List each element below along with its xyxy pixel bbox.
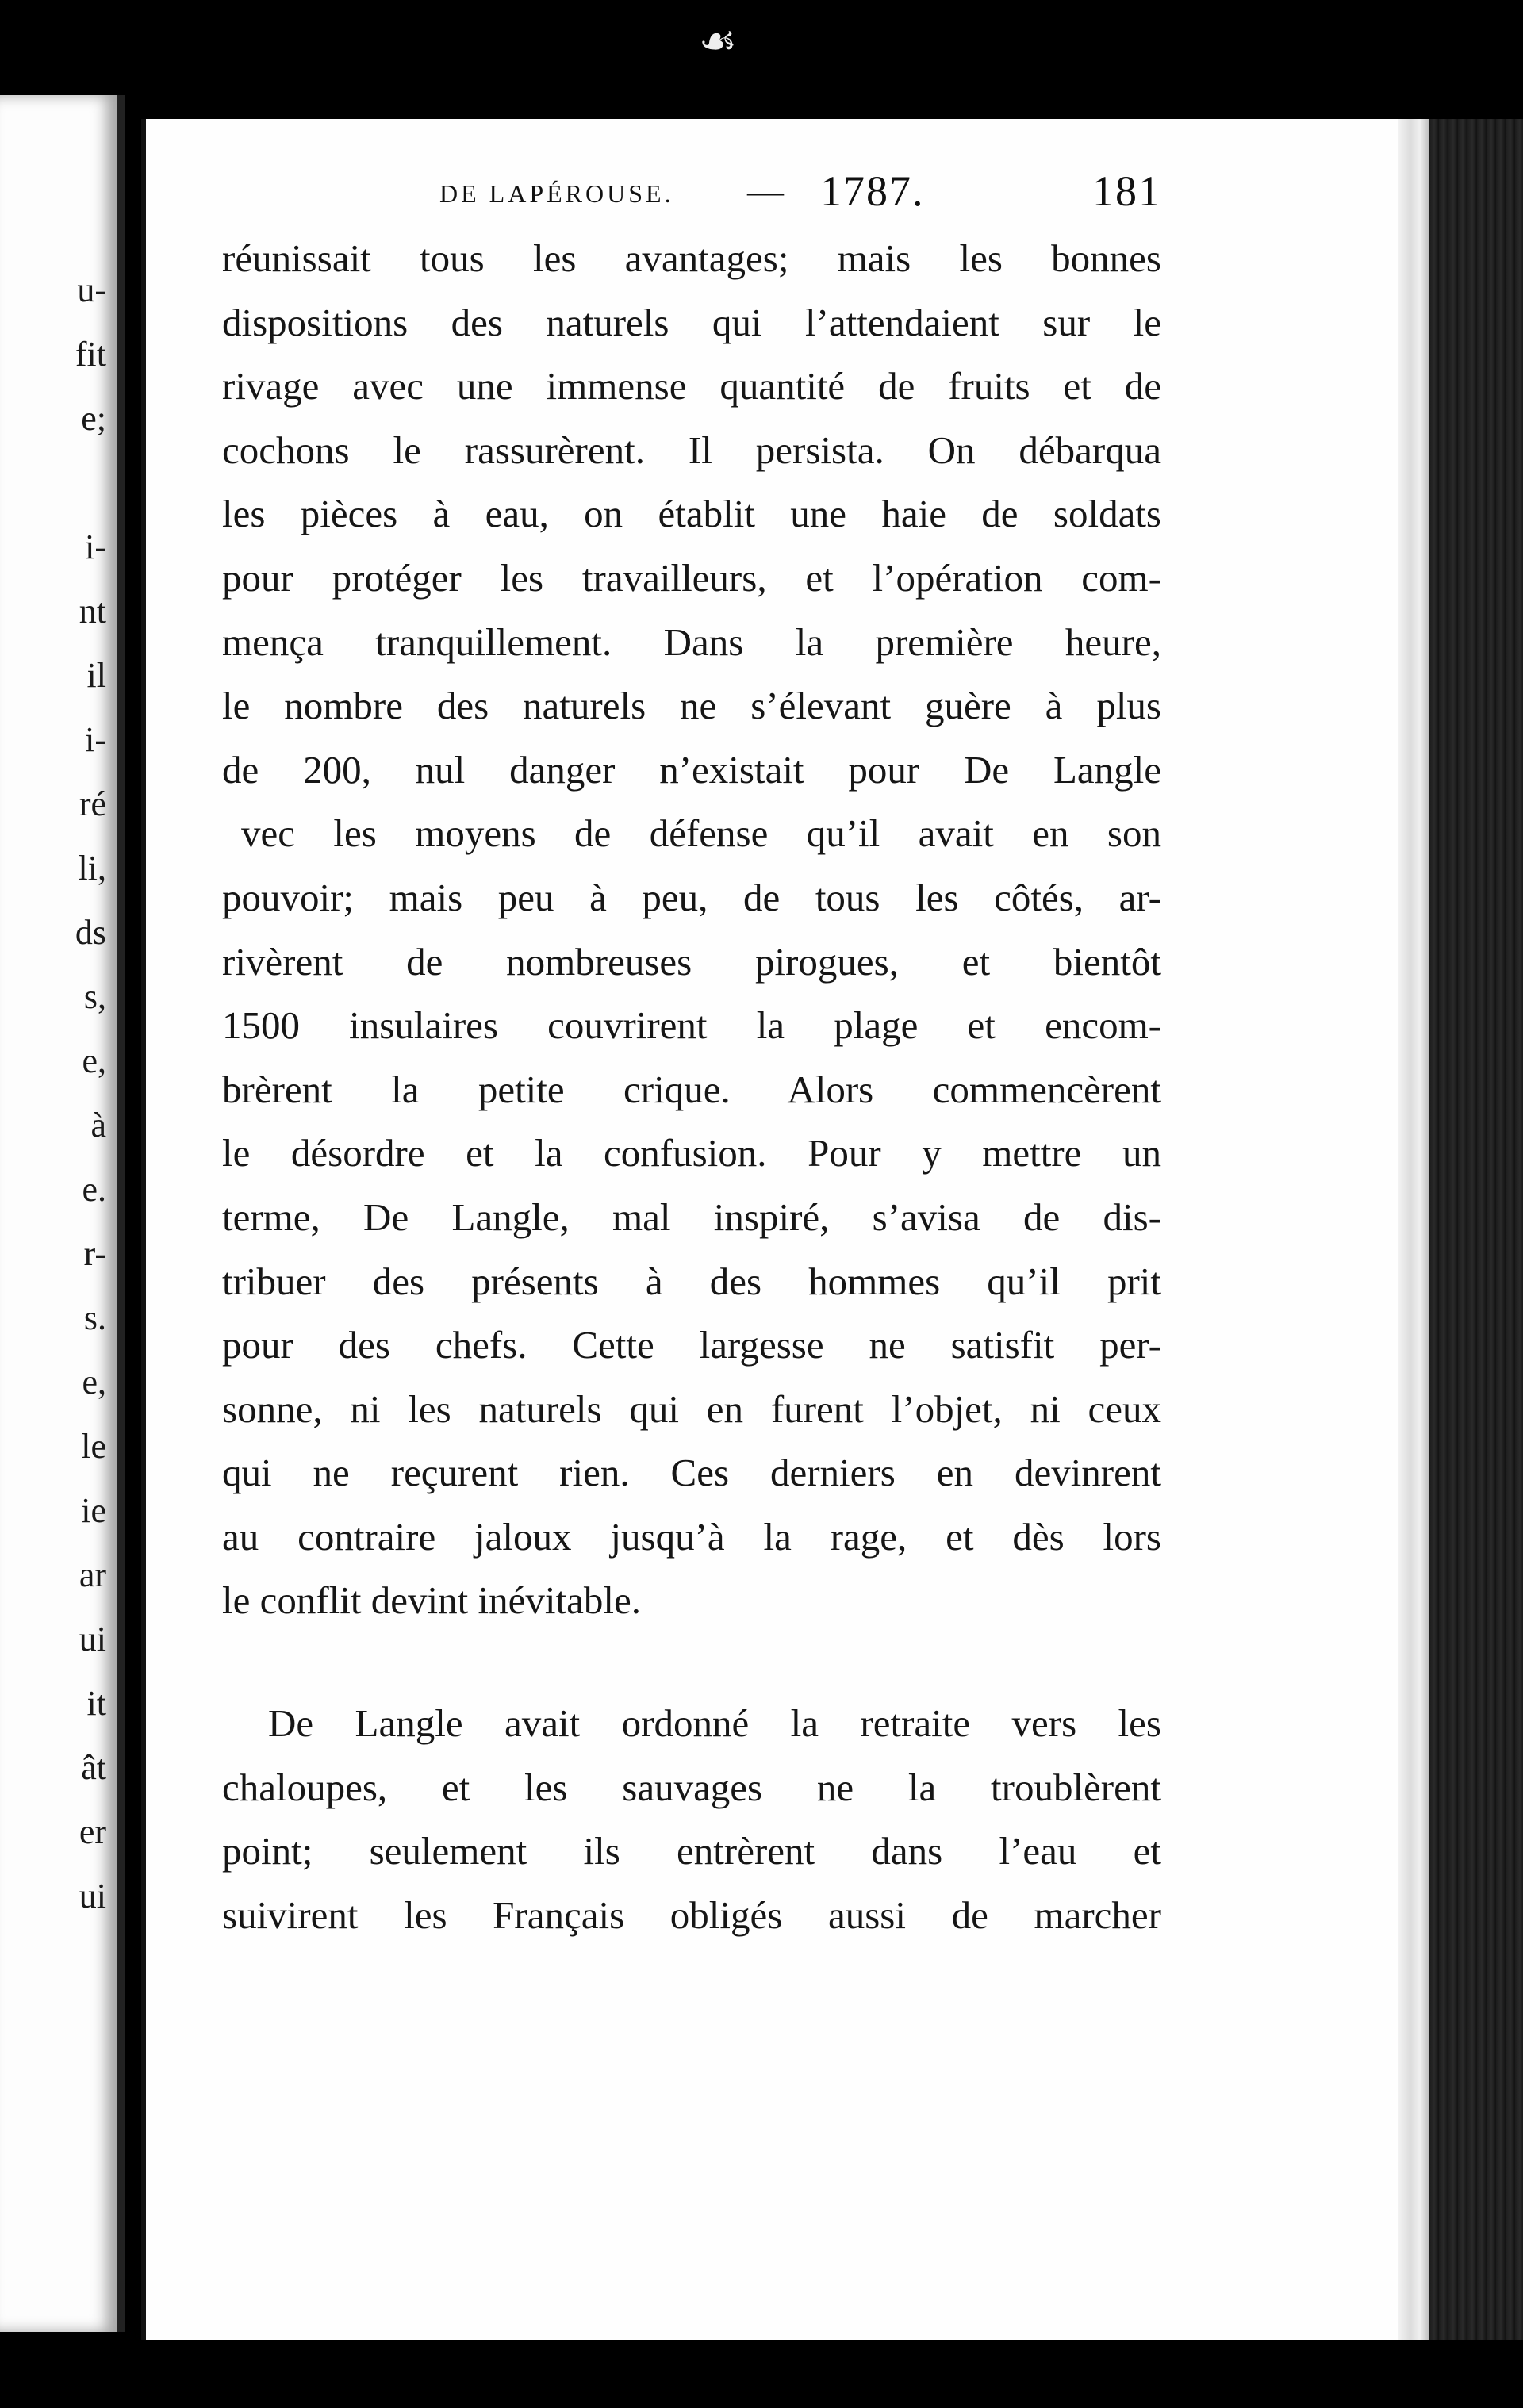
previous-page-fragment: le: [81, 1427, 106, 1466]
previous-page-fragment: à: [90, 1106, 106, 1145]
paragraph-1: [222, 227, 1161, 1633]
previous-page-fragment: it: [86, 1684, 106, 1723]
previous-page-fragment: r-: [83, 1234, 106, 1273]
text-line: pouvoir; mais peu à peu, de tous les côtés, ar-: [222, 875, 1161, 919]
paragraph-2: [222, 1692, 1161, 1947]
text-line: pour protéger les travailleurs, et l’opération com-: [222, 555, 1161, 600]
previous-page-fragment: i-: [85, 527, 106, 566]
text-line: brèrent la petite crique. Alors commencèrent: [222, 1067, 1161, 1111]
previous-page-fragment: er: [79, 1812, 106, 1851]
text-line: le nombre des naturels ne s’élevant guère à plus: [222, 684, 1161, 728]
text-line: sonne, ni les naturels qui en furent l’objet, ni ceux: [222, 1386, 1161, 1431]
text-line: tribuer des présents à des hommes qu’il prit: [222, 1259, 1161, 1303]
text-line: qui ne reçurent rien. Ces derniers en devinrent: [222, 1451, 1161, 1495]
previous-page-fragment: ui: [79, 1877, 106, 1915]
previous-page-fragment: ré: [79, 784, 106, 823]
text-line: chaloupes, et les sauvages ne la troublèrent: [222, 1765, 1161, 1809]
previous-page-fragment: fit: [75, 335, 106, 374]
previous-page-fragment: ie: [81, 1491, 106, 1530]
text-line: réunissait tous les avantages; mais les bonnes: [222, 236, 1161, 280]
page-number: 181: [1092, 167, 1161, 215]
previous-page-fragment: nt: [79, 592, 106, 631]
book-cover-edge: [1429, 119, 1523, 2340]
text-line: les pièces à eau, on établit une haie de soldats: [222, 492, 1161, 536]
page-body: [222, 227, 1161, 1947]
text-line: rivèrent de nombreuses pirogues, et bientôt: [222, 939, 1161, 984]
previous-page-fragment: ar: [79, 1555, 106, 1594]
text-line: le conflit devint inévitable.: [222, 1578, 641, 1623]
previous-page-fragment: ât: [81, 1748, 106, 1787]
paragraph-gap: [222, 1633, 1161, 1692]
previous-page-fragment: ui: [79, 1620, 106, 1658]
text-line: rivage avec une immense quantité de fruits et de: [222, 364, 1161, 408]
previous-page-fragment: li,: [78, 849, 106, 888]
previous-page-fragment: e.: [82, 1170, 106, 1209]
text-line: pour des chefs. Cette largesse ne satisfit per-: [222, 1323, 1161, 1367]
text-line: vec les moyens de défense qu’il avait en son: [241, 811, 1161, 856]
running-title: DE LAPÉROUSE.: [439, 179, 674, 208]
text-line: suivirent les Français obligés aussi de marcher: [222, 1892, 1161, 1937]
text-line: au contraire jaloux jusqu’à la rage, et dès lors: [222, 1514, 1161, 1559]
text-line: de 200, nul danger n’existait pour De Langle: [222, 747, 1161, 792]
running-header: [439, 167, 1161, 214]
previous-page-fragment: s,: [83, 977, 106, 1016]
previous-page-fragment: ds: [75, 913, 106, 952]
header-year: 1787.: [820, 167, 925, 215]
header-dash: —: [747, 171, 784, 211]
scan-bottom-shadow: [141, 2340, 1429, 2408]
previous-page-fragment: s.: [83, 1298, 106, 1337]
previous-page-fragment: i-: [85, 720, 106, 759]
page-stack-edge: [1398, 119, 1429, 2340]
text-line: point; seulement ils entrèrent dans l’eau et: [222, 1829, 1161, 1873]
previous-page-fragment: il: [86, 656, 106, 695]
text-line: De Langle avait ordonné la retraite vers les: [268, 1701, 1161, 1746]
text-line: le désordre et la confusion. Pour y mettre un: [222, 1131, 1161, 1175]
previous-page-fragment: e,: [82, 1041, 106, 1080]
scan-artifact-mark: ☙: [698, 16, 738, 66]
previous-page-fragment: u-: [77, 270, 106, 309]
text-line: 1500 insulaires couvrirent la plage et encom-: [222, 1003, 1161, 1048]
text-line: terme, De Langle, mal inspiré, s’avisa de dis-: [222, 1194, 1161, 1239]
text-line: dispositions des naturels qui l’attendaient sur le: [222, 300, 1161, 344]
previous-page-fragment: e,: [82, 1363, 106, 1401]
text-line: mença tranquillement. Dans la première heure,: [222, 619, 1161, 664]
previous-page-edge: [0, 95, 125, 2332]
previous-page-fragment: e;: [81, 399, 106, 438]
text-line: cochons le rassurèrent. Il persista. On débarqua: [222, 428, 1161, 472]
